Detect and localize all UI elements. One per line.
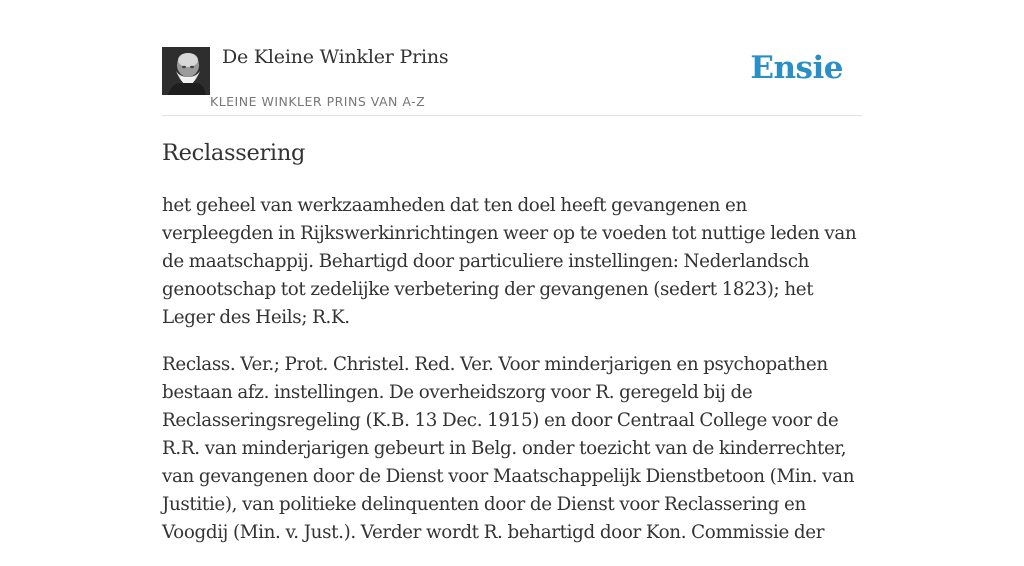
site-header: [162, 0, 862, 116]
book-subtitle-link[interactable]: KLEINE WINKLER PRINS VAN A-Z: [210, 94, 426, 109]
article-body: [162, 192, 862, 566]
article-paragraph-2: Reclass. Ver.; Prot. Christel. Red. Ver. Voor minderjarigen en psychopathen bestaan afz. instellingen. De overheidszorg voor R. geregeld bij de Reclasseringsregeling (K.B. 13 Dec. 1915) en door Centraal College voor de R.R. van minderjarigen gebeurt in Belg. onder toezicht van de kinderrechter, van gevangenen door de Dienst voor Maatschappelijk Dienstbetoon (Min. van Justitie), van politieke delinquenten door de Dienst voor Reclassering en Voogdij (Min. v. Just.). Verder wordt R. behartigd door Kon. Commissie der: [162, 354, 855, 543]
avatar-image: [162, 47, 210, 95]
article-title: Reclassering: [162, 140, 306, 166]
book-title-link[interactable]: De Kleine Winkler Prins: [222, 46, 449, 68]
ensie-logo-link[interactable]: Ensie: [750, 50, 843, 86]
page-container: [162, 0, 862, 543]
bearded-man-portrait-icon[interactable]: [162, 47, 210, 95]
article-paragraph-1: het geheel van werkzaamheden dat ten doel heeft gevangenen en verpleegden in Rijkswerkinrichtingen weer op te voeden tot nuttige leden van de maatschappij. Behartigd door particuliere instellingen: Nederlandsch genootschap tot zedelijke verbetering der gevangenen (sedert 1823); het Leger des Heils; R.K.: [162, 195, 857, 328]
